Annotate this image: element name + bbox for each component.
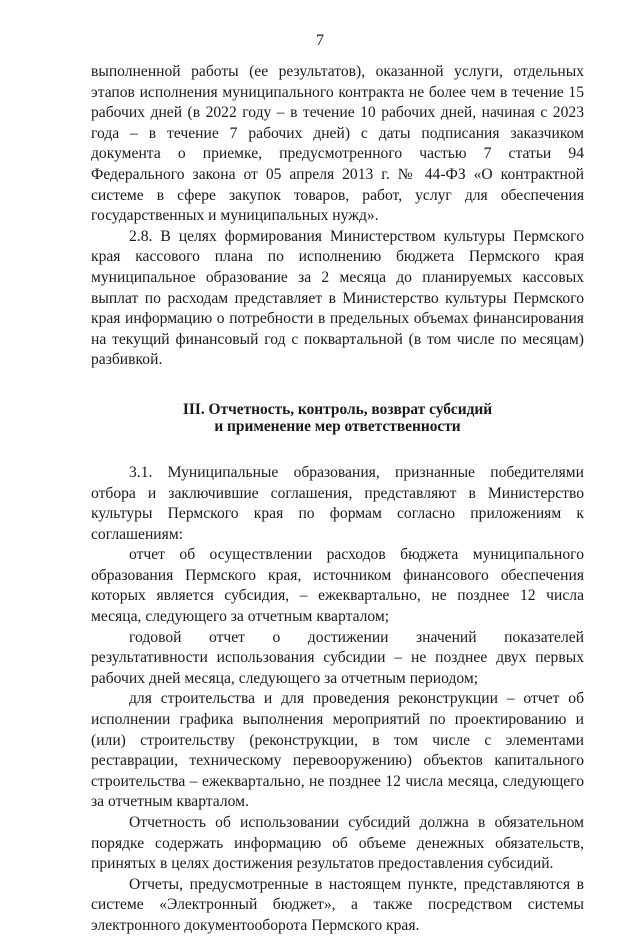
paragraph-construction-report: для строительства и для проведения реконструкции – отчет об исполнении графика выполнения мероприятий по проектированию и (или) строительству (реконструкции, в том числе с элементами реставрации, техническому перевооружению) объектов капитального строительства – ежеквартально, не позднее 12 числа месяца, следующего за отчетным кварталом. [91,690,584,811]
section-heading [91,401,584,435]
paragraph-reporting-content: Отчетность об использовании субсидий должна в обязательном порядке содержать информацию об объеме денежных обязательств, принятых в целях достижения результатов предоставления субсидий. [91,814,584,873]
document-body [91,62,584,937]
paragraph-2-8: 2.8. В целях формирования Министерством культуры Пермского края кассового плана по исполнению бюджета Пермского края муниципальное образование за 2 месяца до планируемых кассовых выплат по расходам представляет в Министерство культуры Пермского края информацию о потребности в предельных объемах финансирования на текущий финансовый год с поквартальной (в том числе по месяцам) разбивкой. [91,227,584,369]
paragraph-continuation: выполненной работы (ее результатов), оказанной услуги, отдельных этапов исполнения муниципального контракта не более чем в течение 15 рабочих дней (в 2022 году – в течение 10 рабочих дней, начиная с 2023 года – в течение 7 рабочих дней) с даты подписания заказчиком документа о приемке, предусмотренного частью 7 статьи 94 Федерального закона от 05 апреля 2013 г. № 44-ФЗ «О контрактной системе в сфере закупок товаров, работ, услуг для обеспечения государственных и муниципальных нужд». [91,63,584,225]
section-heading-line-1: III. Отчетность, контроль, возврат субсидий [182,400,493,418]
page-number: 7 [316,32,324,49]
section-heading-line-2: и применение мер ответственности [214,417,461,435]
paragraph-expense-report: отчет об осуществлении расходов бюджета муниципального образования Пермского края, источником финансового обеспечения которых является субсидия, – ежеквартально, не позднее 12 числа месяца, следующего за отчетным кварталом; [91,546,584,626]
paragraph-annual-report: годовой отчет о достижении значений показателей результативности использования субсидии – не позднее двух первых рабочих дней месяца, следующего за отчетным периодом; [91,628,584,687]
paragraph-reporting-systems: Отчеты, предусмотренные в настоящем пункте, представляются в системе «Электронный бюджет», а также посредством системы электронного документооборота Пермского края. [91,875,584,934]
paragraph-3-1: 3.1. Муниципальные образования, признанные победителями отбора и заключившие соглашения, представляют в Министерство культуры Пермского края по формам согласно приложениям к соглашениям: [91,463,584,543]
